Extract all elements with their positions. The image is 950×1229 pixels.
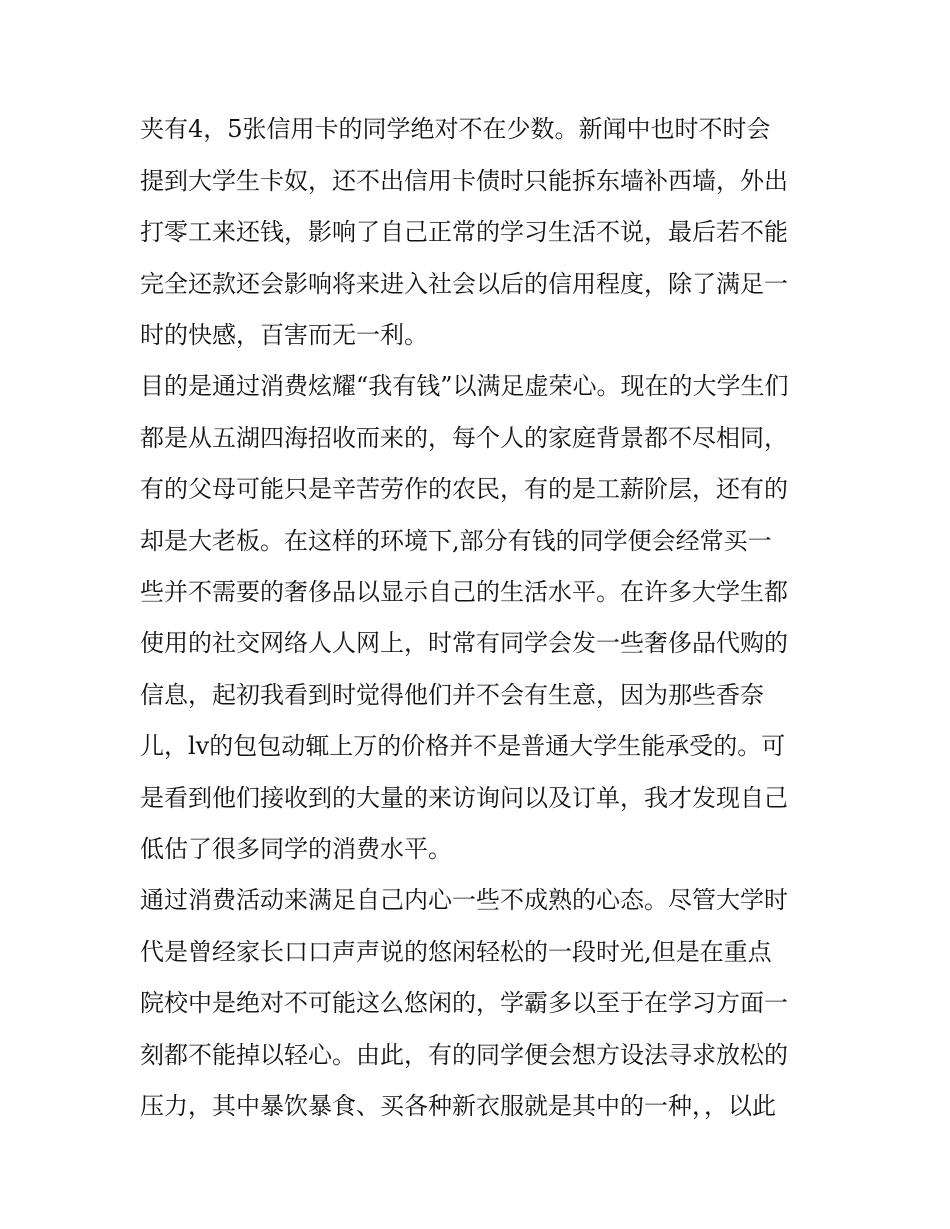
text-line: 有的父母可能只是辛苦劳作的农民，有的是工薪阶层，还有的 bbox=[140, 475, 788, 503]
text-line: 压力，其中暴饮暴食、买各种新衣服就是其中的一种，，以此 bbox=[140, 1092, 776, 1120]
text-line: 夹有4，5张信用卡的同学绝对不在少数。新闻中也时不时会 bbox=[140, 115, 771, 143]
text-line: 些并不需要的奢侈品以显示自己的生活水平。在许多大学生都 bbox=[140, 578, 788, 606]
text-line: 信息，起初我看到时觉得他们并不会有生意，因为那些香奈 bbox=[140, 681, 764, 709]
text-line: 代是曾经家长口口声声说的悠闲轻松的一段时光,但是在重点 bbox=[140, 938, 772, 966]
text-line: 刻都不能掉以轻心。由此，有的同学便会想方设法寻求放松的 bbox=[140, 1041, 788, 1069]
text-line: 是看到他们接收到的大量的来访询问以及订单，我才发现自己 bbox=[140, 784, 788, 812]
text-line: 提到大学生卡奴，还不出信用卡债时只能拆东墙补西墙，外出 bbox=[140, 167, 788, 195]
text-line: 儿，lv的包包动辄上万的价格并不是普通大学生能承受的。可 bbox=[140, 732, 786, 760]
text-line: 都是从五湖四海招收而来的，每个人的家庭背景都不尽相同， bbox=[140, 424, 788, 452]
text-line: 却是大老板。在这样的环境下,部分有钱的同学便会经常买一 bbox=[140, 527, 772, 555]
text-line: 目的是通过消费炫耀“我有钱”以满足虚荣心。现在的大学生们 bbox=[140, 372, 789, 400]
text-line: 时的快感，百害而无一利。 bbox=[140, 321, 428, 349]
text-line: 完全还款还会影响将来进入社会以后的信用程度，除了满足一 bbox=[140, 270, 788, 298]
text-line: 院校中是绝对不可能这么悠闲的，学霸多以至于在学习方面一 bbox=[140, 989, 788, 1017]
text-line: 打零工来还钱，影响了自己正常的学习生活不说，最后若不能 bbox=[140, 218, 788, 246]
text-line: 使用的社交网络人人网上，时常有同学会发一些奢侈品代购的 bbox=[140, 629, 788, 657]
text-line: 通过消费活动来满足自己内心一些不成熟的心态。尽管大学时 bbox=[140, 886, 788, 914]
text-line: 低估了很多同学的消费水平。 bbox=[140, 835, 452, 863]
